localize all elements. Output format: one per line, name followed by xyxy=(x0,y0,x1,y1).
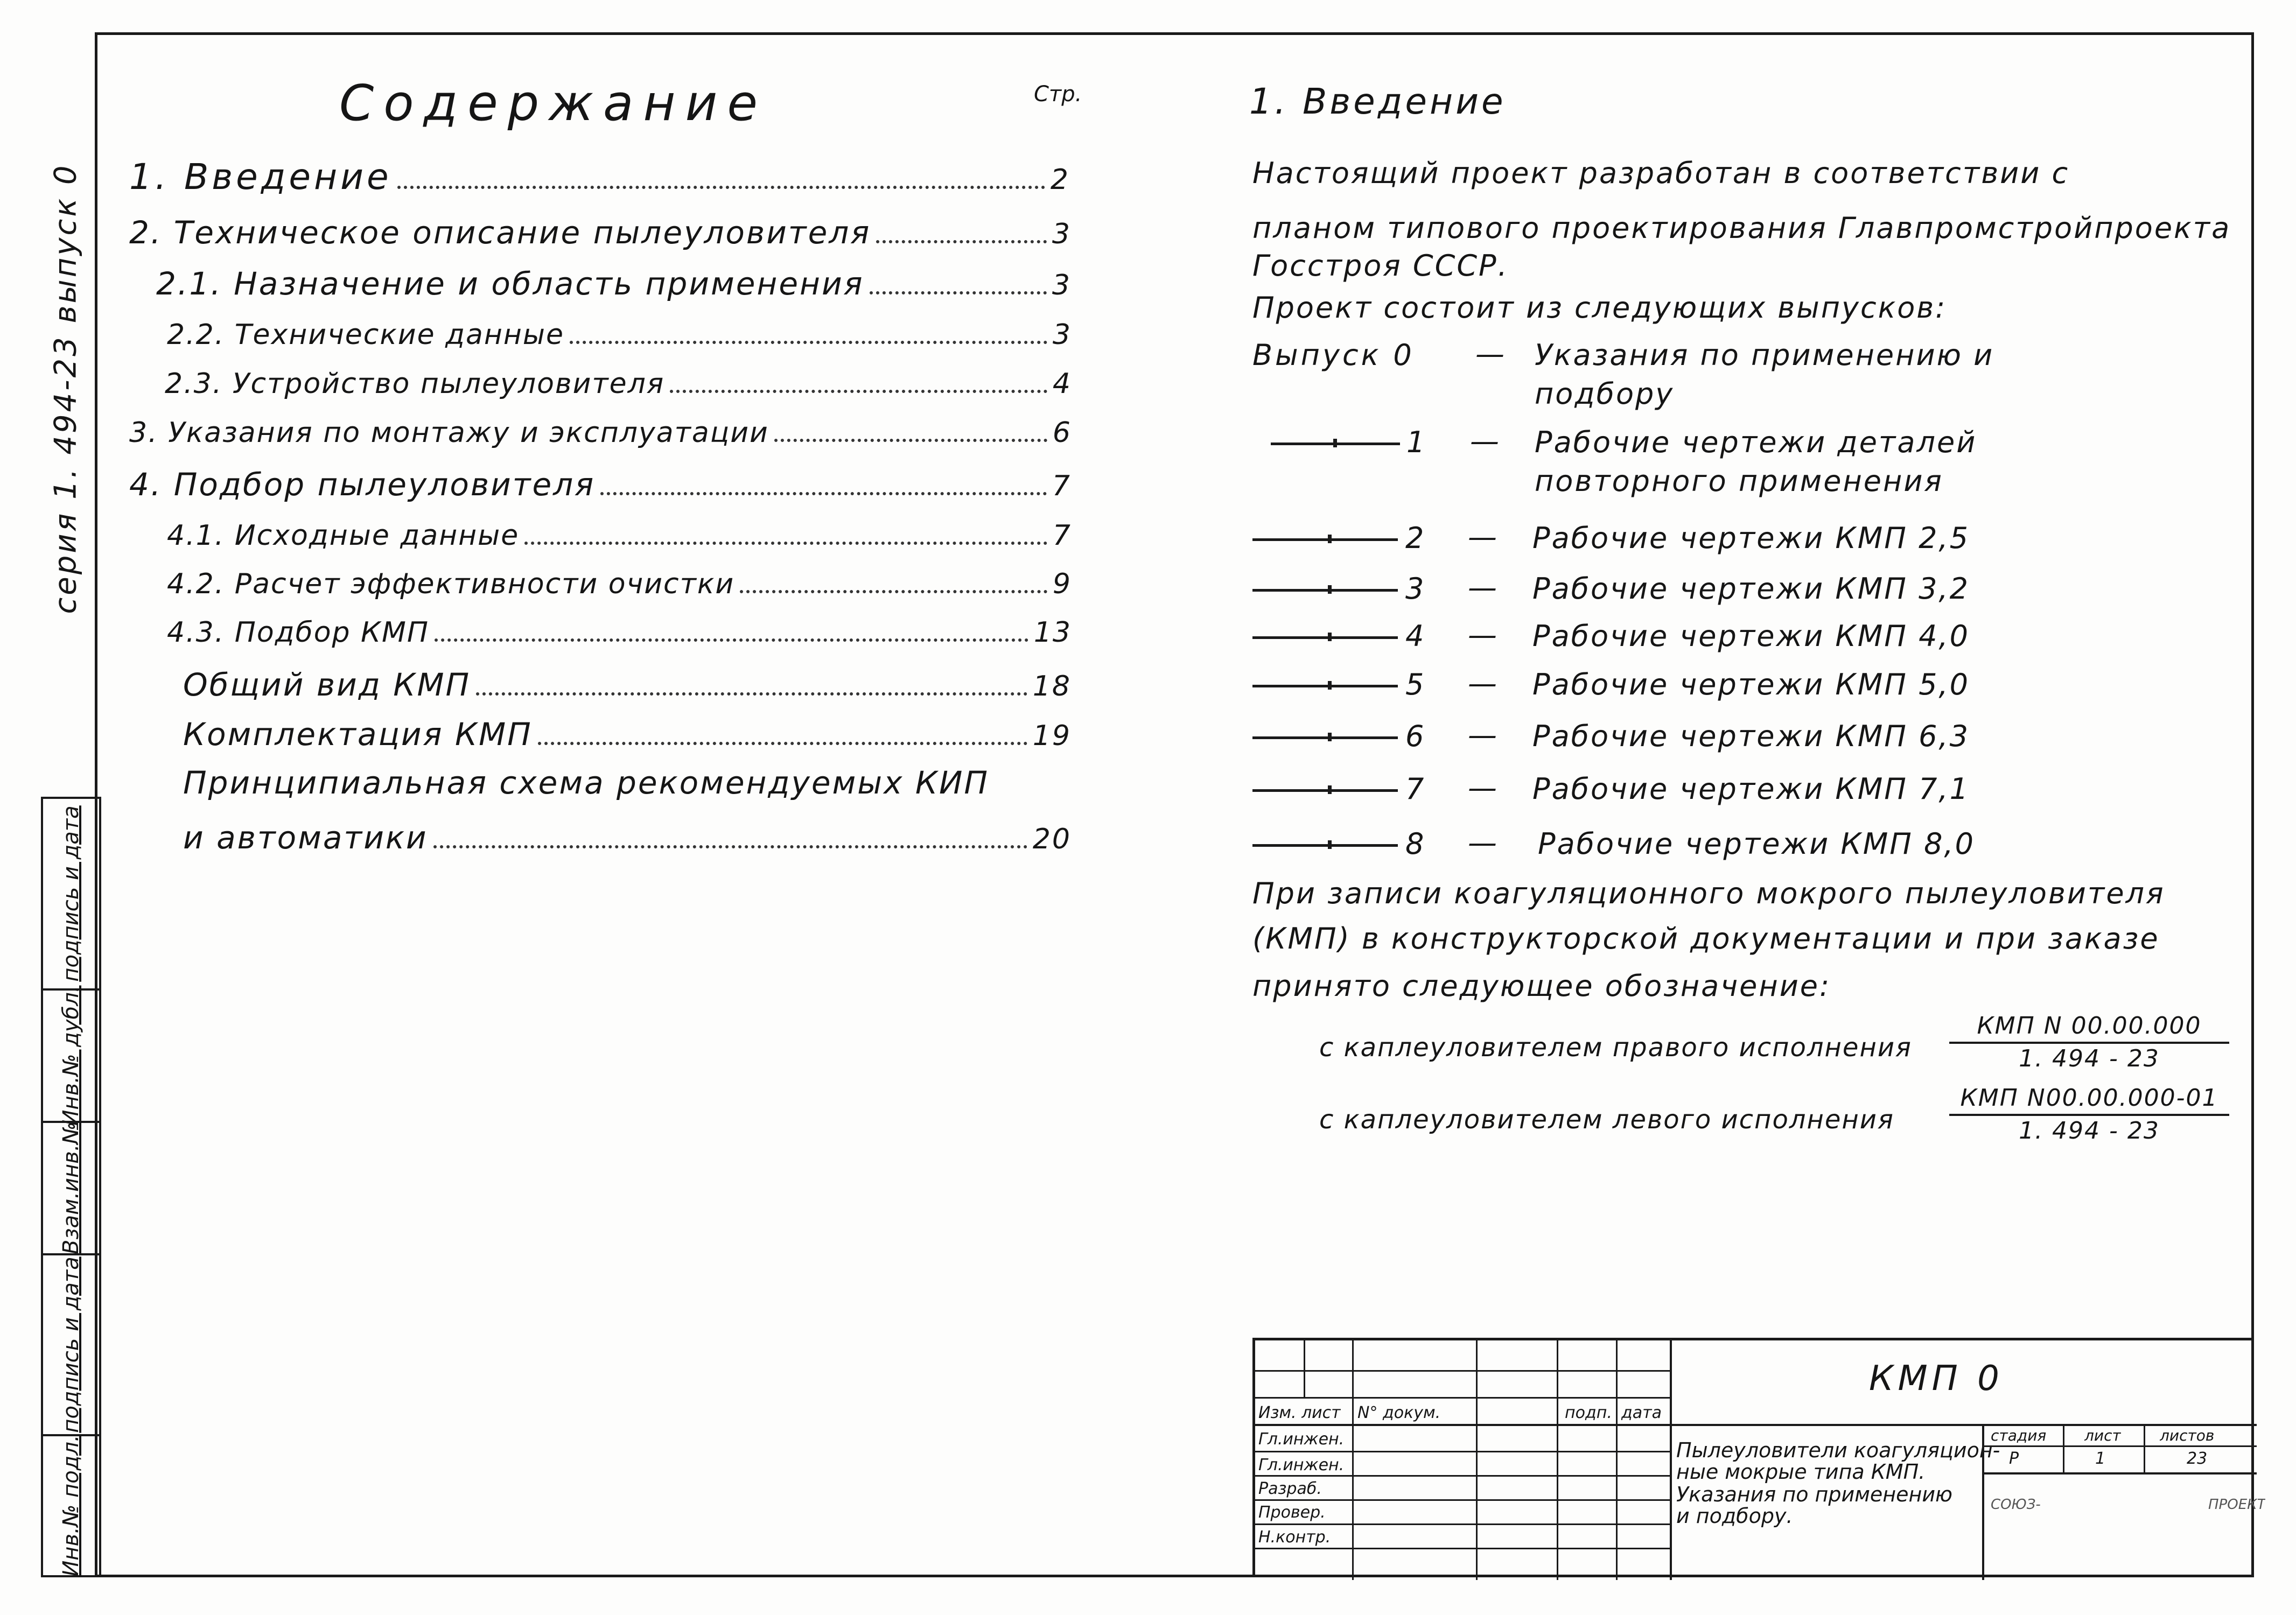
toc-item-text: 2. Техническое описание пылеуловителя xyxy=(129,214,871,251)
stamp-header-cell: Изм. xyxy=(1258,1403,1297,1422)
volume-row xyxy=(1252,619,2168,657)
volume-desc: Рабочие чертежи КМП 8,0 xyxy=(1538,827,1975,861)
toc-item-text: 2.1. Назначение и область применения xyxy=(156,265,864,302)
volume-dash: — xyxy=(1468,571,1499,605)
toc-leader xyxy=(570,341,1047,344)
grid-line xyxy=(2144,1424,2145,1472)
toc-item-text: 2.3. Устройство пылеуловителя xyxy=(165,368,665,400)
ditto-line xyxy=(1252,589,1398,592)
grid-line xyxy=(1670,1340,1672,1580)
toc-leader xyxy=(600,492,1047,495)
grid-line xyxy=(1982,1472,2257,1474)
document-title-line: ные мокрые типа КМП. xyxy=(1676,1460,1926,1484)
stamp-header-cell: подп. xyxy=(1565,1403,1612,1422)
grid-line xyxy=(1255,1451,1670,1452)
ditto-mark xyxy=(1333,439,1337,447)
volume-dash: — xyxy=(1468,618,1499,652)
volume-desc: Рабочие чертежи КМП 6,3 xyxy=(1532,719,1970,753)
toc-leader xyxy=(774,439,1047,442)
grid-line xyxy=(1476,1340,1478,1580)
toc-item xyxy=(167,519,1072,552)
grid-line xyxy=(1255,1370,1670,1372)
grid-line xyxy=(2063,1424,2064,1472)
toc-item-text: и автоматики xyxy=(183,819,428,856)
toc-item-text: 4.2. Расчет эффективности очистки xyxy=(167,568,735,600)
toc-item-page: 6 xyxy=(1052,417,1072,449)
ditto-mark xyxy=(1328,633,1332,641)
note-line: принято следующее обозначение: xyxy=(1252,969,1831,1003)
ditto-mark xyxy=(1328,840,1332,849)
meta-value-stage: Р xyxy=(2009,1449,2019,1468)
document-title-line: и подбору. xyxy=(1676,1504,1793,1528)
toc-item xyxy=(156,265,1072,302)
grid-line xyxy=(1670,1424,2257,1426)
grid-line xyxy=(1255,1523,1670,1525)
toc-leader xyxy=(397,186,1045,189)
grid-line xyxy=(1352,1340,1354,1580)
grid-line xyxy=(1255,1548,1670,1549)
volume-dash: — xyxy=(1468,826,1499,860)
volume-row xyxy=(1252,719,2168,757)
ditto-mark xyxy=(1328,585,1332,594)
title-block xyxy=(1252,1338,2266,1577)
toc-leader xyxy=(740,590,1047,593)
toc-leader xyxy=(538,742,1027,745)
ditto-mark xyxy=(1328,535,1332,543)
volume-desc: Рабочие чертежи КМП 7,1 xyxy=(1532,772,1970,806)
ditto-line xyxy=(1252,789,1398,792)
document-title-line: Пылеуловители коагуляцион- xyxy=(1676,1438,2000,1462)
toc-item xyxy=(183,819,1072,856)
toc-item xyxy=(129,417,1072,450)
intro-line: Настоящий проект разработан в соответствии с xyxy=(1252,156,2070,190)
ditto-line xyxy=(1252,538,1398,541)
volume-number: 6 xyxy=(1405,719,1426,753)
toc-item-text: Принципиальная схема рекомендуемых КИП xyxy=(183,764,990,801)
grid-line xyxy=(1616,1340,1618,1580)
toc-item-text: 4. Подбор пылеуловителя xyxy=(129,466,596,503)
volume-number: 4 xyxy=(1405,619,1426,653)
document-title-line: Указания по применению xyxy=(1676,1483,1952,1506)
series-label: серия 1. 494-23 выпуск 0 xyxy=(48,163,83,614)
volume-dash: — xyxy=(1470,424,1501,458)
contents-page-header: Стр. xyxy=(1034,82,1082,107)
stamp-header-cell: N° докум. xyxy=(1357,1403,1441,1422)
toc-item-page: 13 xyxy=(1033,616,1072,649)
meta-header: лист xyxy=(2084,1427,2121,1444)
intro-heading: 1. Введение xyxy=(1249,81,1506,122)
margin-box-label: подпись и дата xyxy=(59,1256,83,1433)
toc-item xyxy=(129,156,1072,198)
grid-line xyxy=(1255,1397,1670,1399)
volume-dash: — xyxy=(1475,337,1506,371)
toc-item-text: Комплектация КМП xyxy=(183,716,533,753)
stamp-role: Н.контр. xyxy=(1258,1528,1331,1547)
designation-series: 1. 494 - 23 xyxy=(2019,1117,2160,1144)
volume-number: 2 xyxy=(1405,521,1426,555)
grid-line xyxy=(1982,1445,2257,1447)
volume-number: 1 xyxy=(1406,425,1427,459)
toc-item-page: 4 xyxy=(1052,368,1072,400)
volume-desc-cont: повторного применения xyxy=(1535,464,1943,498)
grid-line xyxy=(1557,1340,1558,1580)
stamp-role: Разраб. xyxy=(1258,1479,1322,1498)
volume-number: 3 xyxy=(1405,572,1426,606)
toc-item xyxy=(165,368,1072,401)
toc-item-text: Общий вид КМП xyxy=(183,666,471,703)
volume-desc: Указания по применению и xyxy=(1535,338,1994,372)
volume-dash: — xyxy=(1468,520,1499,554)
toc-item-page: 20 xyxy=(1032,823,1072,855)
stamp-role: Гл.инжен. xyxy=(1258,1430,1345,1449)
toc-item-page: 7 xyxy=(1052,519,1072,552)
organization-name: СОЮЗ- xyxy=(1991,1497,2041,1513)
grid-line xyxy=(1255,1499,1670,1501)
volume-row xyxy=(1252,668,2168,705)
stamp-header-cell: дата xyxy=(1621,1403,1662,1422)
drawing-code: КМП 0 xyxy=(1869,1359,2004,1399)
note-line: (КМП) в конструкторской документации и при заказе xyxy=(1252,922,2160,956)
note-line: При записи коагуляционного мокрого пылеуловителя xyxy=(1252,876,2165,910)
stamp-role: Гл.инжен. xyxy=(1258,1456,1345,1474)
margin-box-label: Инв.№ подл. xyxy=(59,1435,83,1577)
ditto-mark xyxy=(1328,733,1332,741)
toc-leader xyxy=(870,291,1047,294)
toc-leader xyxy=(670,390,1047,393)
volume-number: 5 xyxy=(1405,668,1426,701)
volume-number: 8 xyxy=(1405,827,1426,861)
toc-item-page: 7 xyxy=(1052,470,1072,502)
intro-line: Госстроя СССР. xyxy=(1252,249,1509,283)
volume-number: 7 xyxy=(1405,772,1426,806)
meta-value-sheets: 23 xyxy=(2187,1449,2208,1468)
margin-box-label: Инв.№ дубл. xyxy=(59,985,83,1126)
toc-item xyxy=(167,319,1072,352)
ditto-line xyxy=(1252,844,1398,847)
volume-dash: — xyxy=(1468,771,1499,805)
toc-item-page: 3 xyxy=(1052,218,1072,250)
stamp-role: Провер. xyxy=(1258,1503,1326,1522)
margin-box-replaced-inv xyxy=(41,1121,101,1255)
toc-item-text: 1. Введение xyxy=(129,156,392,198)
toc-item-text: 3. Указания по монтажу и эксплуатации xyxy=(129,417,769,449)
intro-line: Проект состоит из следующих выпусков: xyxy=(1252,291,1947,325)
designation-fraction xyxy=(1949,1012,2229,1072)
designation-number: КМП N00.00.000-01 xyxy=(1949,1084,2229,1116)
margin-box-original-inv xyxy=(41,1434,101,1577)
volume-desc: Рабочие чертежи КМП 4,0 xyxy=(1532,619,1970,653)
volume-desc: Рабочие чертежи КМП 5,0 xyxy=(1532,668,1970,701)
toc-item xyxy=(183,666,1072,703)
volume-desc-cont: подбору xyxy=(1535,377,1675,411)
designation-number: КМП N 00.00.000 xyxy=(1949,1012,2229,1044)
volume-desc: Рабочие чертежи деталей xyxy=(1535,425,1977,459)
ditto-line xyxy=(1252,736,1398,739)
toc-item-page: 19 xyxy=(1032,720,1072,752)
margin-box-label: подпись и дата xyxy=(59,805,83,982)
toc-leader xyxy=(524,542,1047,545)
grid-line xyxy=(1304,1340,1305,1397)
toc-item-page: 3 xyxy=(1052,269,1072,301)
contents-title: Содержание xyxy=(339,74,767,132)
volume-row xyxy=(1252,772,2168,810)
toc-leader xyxy=(435,638,1028,642)
meta-header: листов xyxy=(2160,1427,2215,1444)
volume-desc: Рабочие чертежи КМП 2,5 xyxy=(1532,521,1970,555)
toc-leader xyxy=(876,240,1047,243)
toc-item xyxy=(129,214,1072,251)
volume-dash: — xyxy=(1468,718,1499,752)
margin-box-signature-date xyxy=(41,797,101,991)
ditto-mark xyxy=(1328,785,1332,794)
ditto-mark xyxy=(1328,681,1332,690)
volume-dash: — xyxy=(1468,666,1499,700)
toc-item xyxy=(183,716,1072,753)
meta-header: стадия xyxy=(1991,1427,2047,1444)
toc-item-text: 4.1. Исходные данные xyxy=(167,519,520,552)
designation-label: с каплеуловителем левого исполнения xyxy=(1319,1105,1894,1135)
stamp-header-cell: лист xyxy=(1301,1403,1341,1422)
margin-box-label: Взам.инв.№ xyxy=(59,1121,83,1255)
ditto-line xyxy=(1252,636,1398,639)
grid-line xyxy=(1255,1475,1670,1477)
toc-leader xyxy=(476,692,1027,696)
toc-item-page: 2 xyxy=(1050,164,1072,196)
toc-item-text: 2.2. Технические данные xyxy=(167,319,564,351)
margin-box-dupl-inv xyxy=(41,985,101,1126)
volume-row xyxy=(1252,572,2168,609)
grid-line xyxy=(1982,1424,1984,1580)
margin-box-signature-date-2 xyxy=(41,1253,101,1436)
volume-row xyxy=(1252,827,2168,865)
toc-item-page: 18 xyxy=(1032,670,1072,703)
meta-value-sheet: 1 xyxy=(2095,1449,2106,1468)
designation-label: с каплеуловителем правого исполнения xyxy=(1319,1033,1912,1063)
ditto-line xyxy=(1252,685,1398,687)
grid-line xyxy=(1255,1424,1670,1426)
toc-item xyxy=(167,568,1072,601)
intro-line: планом типового проектирования Главпромстройпроекта xyxy=(1252,211,2231,245)
organization-name: ПРОЕКТ xyxy=(2208,1497,2266,1513)
toc-item-text: 4.3. Подбор КМП xyxy=(167,616,429,649)
toc-item-page: 9 xyxy=(1052,568,1072,600)
volume-desc: Рабочие чертежи КМП 3,2 xyxy=(1532,572,1970,606)
toc-item xyxy=(167,616,1072,649)
volume-row xyxy=(1252,521,2168,559)
toc-leader xyxy=(433,845,1027,848)
toc-item-page: 3 xyxy=(1052,319,1072,351)
toc-item xyxy=(129,466,1072,503)
designation-fraction xyxy=(1949,1084,2229,1144)
volume-label: Выпуск 0 xyxy=(1252,338,1415,372)
designation-series: 1. 494 - 23 xyxy=(2019,1045,2160,1072)
volume-row xyxy=(1252,424,2168,498)
